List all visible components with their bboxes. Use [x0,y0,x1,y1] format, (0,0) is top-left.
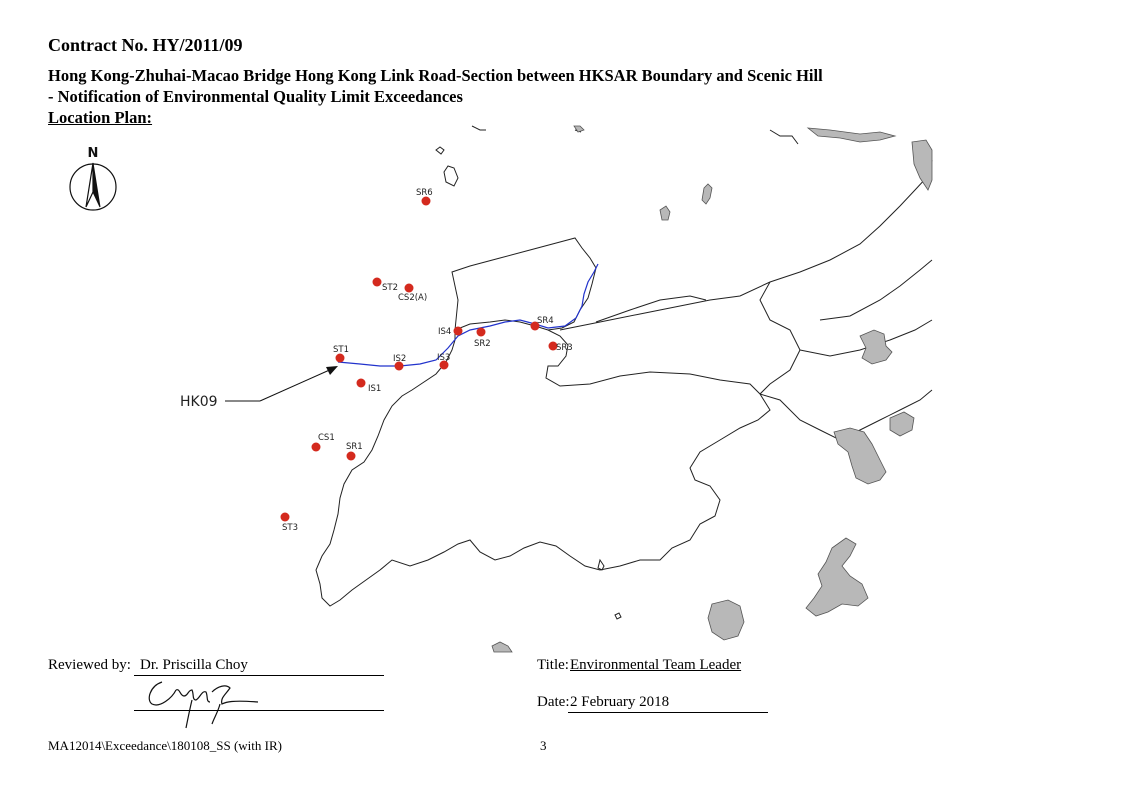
svg-text:ST3: ST3 [282,523,298,533]
station-sr2 [474,328,491,350]
svg-text:ST1: ST1 [333,345,349,355]
station-st1 [333,345,349,363]
section-heading: Location Plan: [48,108,153,127]
svg-text:SR2: SR2 [474,339,491,349]
station-is3 [437,353,450,370]
reviewed-label: Reviewed by: [48,657,131,673]
route-arrow [180,366,338,410]
reviewer-name: Dr. Priscilla Choy [140,657,248,673]
station-sr6 [416,188,433,206]
station-cs1 [312,433,335,452]
north-label: N [87,146,99,161]
svg-text:IS4: IS4 [438,327,452,337]
svg-text:IS1: IS1 [368,384,382,394]
station-cs2a [398,284,427,304]
station-is2 [393,354,406,371]
signature [149,682,258,728]
station-st2 [373,278,399,294]
svg-text:ST2: ST2 [382,283,398,293]
station-sr1 [346,442,363,461]
page-number: 3 [540,738,547,753]
project-title: Hong Kong-Zhuhai-Macao Bridge Hong Kong Link Road-Section between HKSAR Boundary and Scenic Hill [48,66,823,85]
contract-number: Contract No. HY/2011/09 [48,35,243,55]
svg-text:SR4: SR4 [537,316,554,326]
svg-text:SR1: SR1 [346,442,363,452]
svg-text:CS1: CS1 [318,433,335,443]
north-arrow-icon [70,146,116,210]
station-is1 [357,379,382,395]
station-st3 [281,513,299,534]
date-label: Date: [537,694,570,710]
station-sr3 [549,342,573,354]
title-value: Environmental Team Leader [570,657,742,673]
svg-text:SR6: SR6 [416,188,433,198]
file-path: MA12014\Exceedance\180108_SS (with IR) [48,738,282,753]
islands [492,126,932,652]
project-subtitle: - Notification of Environmental Quality Limit Exceedances [48,87,463,106]
date-value: 2 February 2018 [570,694,670,710]
route-label: HK09 [180,394,218,410]
svg-text:IS2: IS2 [393,354,407,364]
svg-text:CS2(A): CS2(A) [398,293,428,303]
monitoring-stations [281,188,573,533]
reviewer-underline [134,675,384,676]
title-label: Title: [537,657,569,673]
svg-text:IS3: IS3 [437,353,451,363]
signature-line [134,710,384,711]
svg-text:SR3: SR3 [556,343,573,353]
date-underline [568,712,768,713]
